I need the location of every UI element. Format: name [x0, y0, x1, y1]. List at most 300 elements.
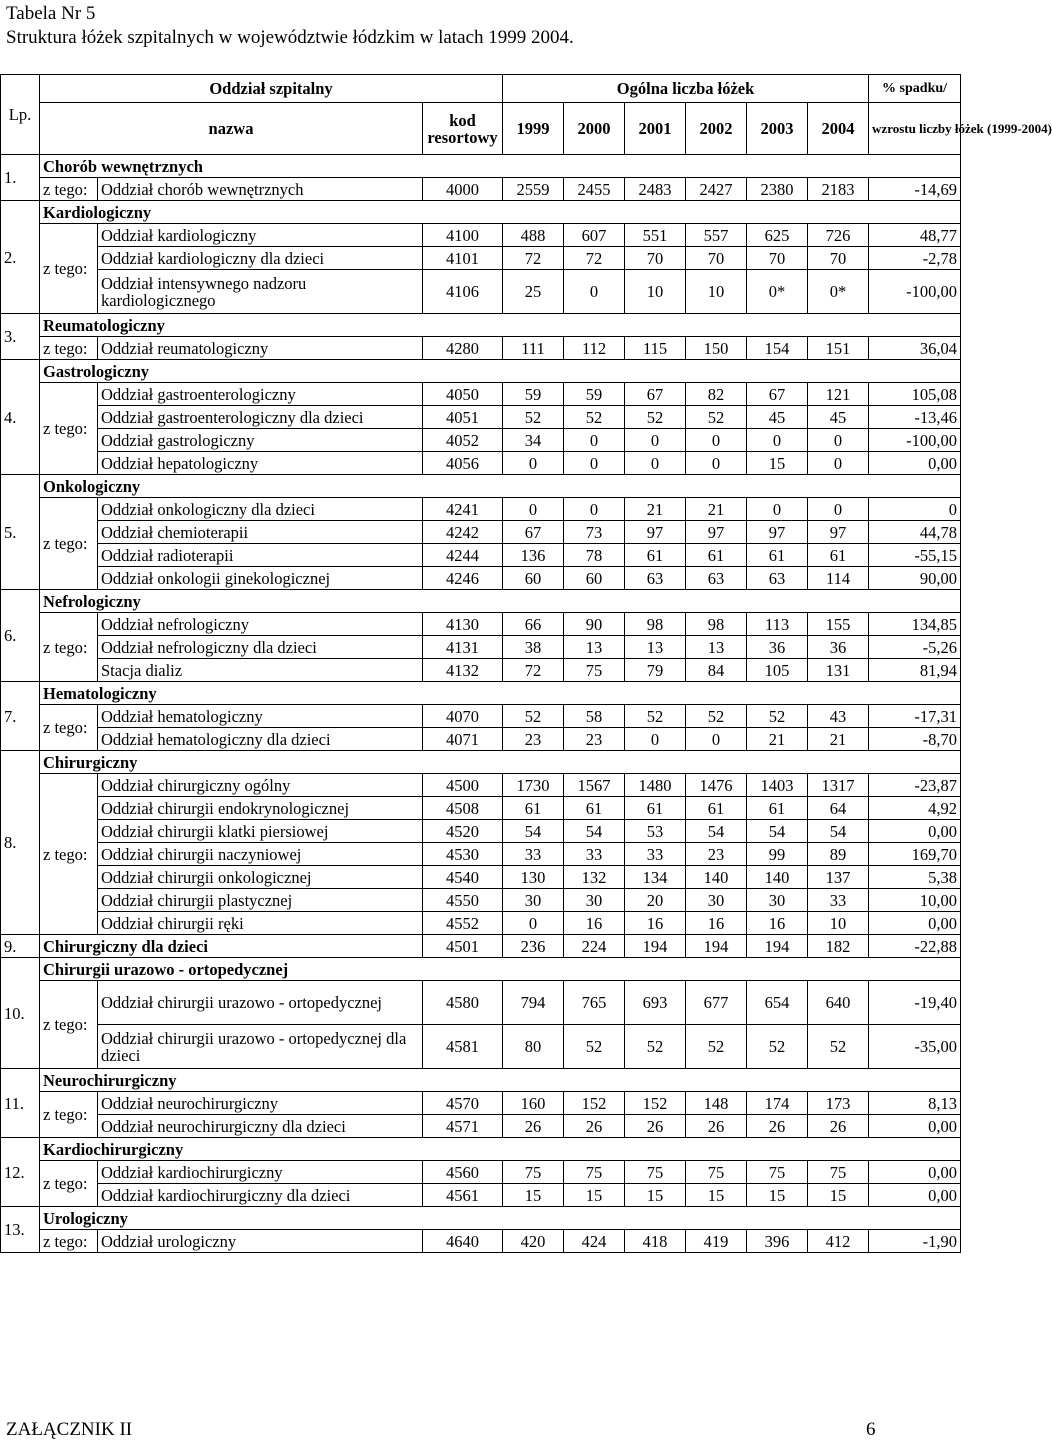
value-cell: 551 [625, 224, 686, 247]
row-lp: 7. [1, 682, 40, 751]
kod-cell: 4131 [423, 636, 503, 659]
pct-cell: 0,00 [869, 1161, 961, 1184]
value-cell: 419 [686, 1230, 747, 1253]
ward-name: Oddział chirurgii urazowo - ortopedycznej [98, 981, 423, 1025]
value-cell: 61 [625, 797, 686, 820]
value-cell: 0 [686, 429, 747, 452]
pct-cell: -22,88 [869, 935, 961, 958]
table-row [1, 1230, 961, 1253]
value-cell: 67 [625, 383, 686, 406]
pct-cell: -5,26 [869, 636, 961, 659]
ward-name: Oddział urologiczny [98, 1230, 423, 1253]
ward-name: Oddział chorób wewnętrznych [98, 178, 423, 201]
value-cell: 15 [503, 1184, 564, 1207]
value-cell: 26 [808, 1115, 869, 1138]
value-cell: 30 [686, 889, 747, 912]
value-cell: 0 [564, 452, 625, 475]
value-cell: 61 [747, 544, 808, 567]
kod-cell: 4550 [423, 889, 503, 912]
table-row [1, 797, 961, 820]
ward-name: Oddział chemioterapii [98, 521, 423, 544]
ward-name: Oddział hepatologiczny [98, 452, 423, 475]
kod-cell: 4100 [423, 224, 503, 247]
value-cell: 25 [503, 270, 564, 314]
value-cell: 15 [808, 1184, 869, 1207]
value-cell: 160 [503, 1092, 564, 1115]
section-row [1, 958, 961, 981]
pct-cell: -19,40 [869, 981, 961, 1025]
table-row [1, 1115, 961, 1138]
header-year-2002: 2002 [686, 103, 747, 155]
value-cell: 75 [564, 1161, 625, 1184]
table-row [1, 613, 961, 636]
kod-cell: 4540 [423, 866, 503, 889]
value-cell: 52 [625, 705, 686, 728]
kod-cell: 4051 [423, 406, 503, 429]
table-body [1, 75, 1052, 1253]
value-cell: 0 [808, 429, 869, 452]
value-cell: 130 [503, 866, 564, 889]
kod-cell: 4500 [423, 774, 503, 797]
header-spadek: % spadku/ [869, 75, 961, 103]
ward-name: Oddział intensywnego nadzoru kardiologicznego [98, 270, 423, 314]
value-cell: 557 [686, 224, 747, 247]
value-cell: 70 [686, 247, 747, 270]
table-row [1, 452, 961, 475]
value-cell: 182 [808, 935, 869, 958]
kod-cell: 4530 [423, 843, 503, 866]
value-cell: 67 [503, 521, 564, 544]
pct-cell: 0,00 [869, 1115, 961, 1138]
value-cell: 21 [686, 498, 747, 521]
kod-cell: 4052 [423, 429, 503, 452]
value-cell: 23 [564, 728, 625, 751]
value-cell: 114 [808, 567, 869, 590]
value-cell: 26 [564, 1115, 625, 1138]
ward-name: Oddział gastroenterologiczny dla dzieci [98, 406, 423, 429]
pct-cell: -55,15 [869, 544, 961, 567]
row-lp: 9. [1, 935, 40, 958]
value-cell: 70 [808, 247, 869, 270]
value-cell: 2183 [808, 178, 869, 201]
value-cell: 151 [808, 337, 869, 360]
value-cell: 654 [747, 981, 808, 1025]
kod-cell: 4561 [423, 1184, 503, 1207]
value-cell: 13 [564, 636, 625, 659]
value-cell: 148 [686, 1092, 747, 1115]
section-name: Kardiologiczny [40, 201, 961, 224]
ward-name: Oddział chirurgii urazowo - ortopedycznej dla dzieci [98, 1025, 423, 1069]
value-cell: 61 [747, 797, 808, 820]
kod-cell: 4640 [423, 1230, 503, 1253]
value-cell: 63 [747, 567, 808, 590]
value-cell: 1317 [808, 774, 869, 797]
value-cell: 72 [503, 247, 564, 270]
kod-cell: 4000 [423, 178, 503, 201]
value-cell: 677 [686, 981, 747, 1025]
pct-cell: 0,00 [869, 1184, 961, 1207]
row-lp: 10. [1, 958, 40, 1069]
table-row [1, 224, 961, 247]
value-cell: 132 [564, 866, 625, 889]
value-cell: 2427 [686, 178, 747, 201]
value-cell: 52 [625, 406, 686, 429]
section-name: Onkologiczny [40, 475, 961, 498]
kod-cell: 4050 [423, 383, 503, 406]
section-row [1, 1138, 961, 1161]
ward-name: Oddział hematologiczny [98, 705, 423, 728]
value-cell: 0 [503, 912, 564, 935]
value-cell: 0 [747, 498, 808, 521]
table-row [1, 935, 961, 958]
value-cell: 0 [564, 498, 625, 521]
z-tego-label: z tego: [40, 498, 98, 590]
value-cell: 13 [625, 636, 686, 659]
value-cell: 89 [808, 843, 869, 866]
pct-cell: 81,94 [869, 659, 961, 682]
table-row [1, 659, 961, 682]
table-row [1, 889, 961, 912]
beds-table [0, 74, 1052, 1253]
value-cell: 75 [564, 659, 625, 682]
value-cell: 84 [686, 659, 747, 682]
value-cell: 15 [686, 1184, 747, 1207]
value-cell: 52 [808, 1025, 869, 1069]
ward-name: Oddział neurochirurgiczny [98, 1092, 423, 1115]
value-cell: 75 [686, 1161, 747, 1184]
table-row [1, 178, 961, 201]
section-name: Nefrologiczny [40, 590, 961, 613]
value-cell: 0 [747, 429, 808, 452]
value-cell: 54 [747, 820, 808, 843]
section-name: Urologiczny [40, 1207, 961, 1230]
value-cell: 1476 [686, 774, 747, 797]
pct-cell: 10,00 [869, 889, 961, 912]
value-cell: 224 [564, 935, 625, 958]
value-cell: 0 [686, 452, 747, 475]
row-lp: 6. [1, 590, 40, 682]
value-cell: 140 [686, 866, 747, 889]
section-name: Hematologiczny [40, 682, 961, 705]
z-tego-label: z tego: [40, 981, 98, 1069]
value-cell: 21 [808, 728, 869, 751]
value-cell: 0* [747, 270, 808, 314]
row-lp: 1. [1, 155, 40, 201]
value-cell: 26 [625, 1115, 686, 1138]
value-cell: 52 [686, 1025, 747, 1069]
section-row [1, 314, 961, 337]
value-cell: 16 [625, 912, 686, 935]
value-cell: 625 [747, 224, 808, 247]
value-cell: 0 [808, 452, 869, 475]
header-nazwa: nazwa [40, 103, 423, 155]
value-cell: 131 [808, 659, 869, 682]
ward-name: Oddział radioterapii [98, 544, 423, 567]
table-row [1, 843, 961, 866]
value-cell: 15 [747, 452, 808, 475]
value-cell: 15 [625, 1184, 686, 1207]
value-cell: 54 [503, 820, 564, 843]
value-cell: 765 [564, 981, 625, 1025]
z-tego-label: z tego: [40, 224, 98, 314]
ward-name: Oddział kardiologiczny dla dzieci [98, 247, 423, 270]
value-cell: 73 [564, 521, 625, 544]
kod-cell: 4056 [423, 452, 503, 475]
section-name: Kardiochirurgiczny [40, 1138, 961, 1161]
kod-cell: 4071 [423, 728, 503, 751]
value-cell: 1567 [564, 774, 625, 797]
ward-name: Oddział gastroenterologiczny [98, 383, 423, 406]
kod-cell: 4132 [423, 659, 503, 682]
value-cell: 36 [747, 636, 808, 659]
row-lp: 3. [1, 314, 40, 360]
value-cell: 1480 [625, 774, 686, 797]
value-cell: 418 [625, 1230, 686, 1253]
value-cell: 30 [747, 889, 808, 912]
kod-cell: 4508 [423, 797, 503, 820]
ward-name: Oddział onkologiczny dla dzieci [98, 498, 423, 521]
ward-name: Oddział chirurgii plastycznej [98, 889, 423, 912]
value-cell: 90 [564, 613, 625, 636]
value-cell: 174 [747, 1092, 808, 1115]
value-cell: 30 [564, 889, 625, 912]
section-row [1, 590, 961, 613]
value-cell: 80 [503, 1025, 564, 1069]
value-cell: 412 [808, 1230, 869, 1253]
section-row [1, 201, 961, 224]
kod-cell: 4501 [423, 935, 503, 958]
table-row [1, 1184, 961, 1207]
table-row [1, 337, 961, 360]
section-name: Chirurgiczny dla dzieci [40, 935, 423, 958]
section-name: Reumatologiczny [40, 314, 961, 337]
value-cell: 693 [625, 981, 686, 1025]
value-cell: 36 [808, 636, 869, 659]
ward-name: Oddział onkologii ginekologicznej [98, 567, 423, 590]
header-year-2000: 2000 [564, 103, 625, 155]
pct-cell: -2,78 [869, 247, 961, 270]
pct-cell: 36,04 [869, 337, 961, 360]
value-cell: 396 [747, 1230, 808, 1253]
value-cell: 13 [686, 636, 747, 659]
kod-cell: 4101 [423, 247, 503, 270]
table-row [1, 728, 961, 751]
value-cell: 10 [686, 270, 747, 314]
ward-name: Oddział chirurgii endokrynologicznej [98, 797, 423, 820]
header-year-1999: 1999 [503, 103, 564, 155]
pct-cell: -23,87 [869, 774, 961, 797]
table-row [1, 521, 961, 544]
value-cell: 70 [625, 247, 686, 270]
z-tego-label: z tego: [40, 337, 98, 360]
value-cell: 54 [808, 820, 869, 843]
value-cell: 72 [564, 247, 625, 270]
value-cell: 15 [747, 1184, 808, 1207]
value-cell: 52 [625, 1025, 686, 1069]
pct-cell: 0,00 [869, 452, 961, 475]
value-cell: 194 [686, 935, 747, 958]
row-lp: 8. [1, 751, 40, 935]
value-cell: 66 [503, 613, 564, 636]
kod-cell: 4242 [423, 521, 503, 544]
value-cell: 16 [686, 912, 747, 935]
value-cell: 54 [686, 820, 747, 843]
pct-cell: 0,00 [869, 820, 961, 843]
value-cell: 23 [503, 728, 564, 751]
value-cell: 112 [564, 337, 625, 360]
value-cell: 70 [747, 247, 808, 270]
kod-cell: 4560 [423, 1161, 503, 1184]
value-cell: 60 [564, 567, 625, 590]
value-cell: 173 [808, 1092, 869, 1115]
value-cell: 424 [564, 1230, 625, 1253]
value-cell: 52 [564, 1025, 625, 1069]
ward-name: Oddział kardiologiczny [98, 224, 423, 247]
section-row [1, 751, 961, 774]
value-cell: 63 [625, 567, 686, 590]
value-cell: 33 [808, 889, 869, 912]
value-cell: 61 [564, 797, 625, 820]
value-cell: 0* [808, 270, 869, 314]
value-cell: 726 [808, 224, 869, 247]
section-row [1, 682, 961, 705]
value-cell: 0 [564, 270, 625, 314]
value-cell: 97 [625, 521, 686, 544]
value-cell: 61 [686, 797, 747, 820]
pct-cell: -13,46 [869, 406, 961, 429]
value-cell: 52 [686, 406, 747, 429]
value-cell: 45 [808, 406, 869, 429]
z-tego-label: z tego: [40, 613, 98, 682]
value-cell: 53 [625, 820, 686, 843]
table-row [1, 1161, 961, 1184]
table-row [1, 247, 961, 270]
value-cell: 52 [686, 705, 747, 728]
kod-cell: 4244 [423, 544, 503, 567]
header-wzrost: wzrostu liczby łóżek (1999-2004) [869, 103, 961, 155]
pct-cell: 4,92 [869, 797, 961, 820]
ward-name: Oddział neurochirurgiczny dla dzieci [98, 1115, 423, 1138]
pct-cell: 48,77 [869, 224, 961, 247]
value-cell: 75 [625, 1161, 686, 1184]
table-row [1, 406, 961, 429]
row-lp: 13. [1, 1207, 40, 1253]
value-cell: 152 [625, 1092, 686, 1115]
value-cell: 60 [503, 567, 564, 590]
pct-cell: 134,85 [869, 613, 961, 636]
value-cell: 154 [747, 337, 808, 360]
table-row [1, 1092, 961, 1115]
table-row [1, 567, 961, 590]
kod-cell: 4070 [423, 705, 503, 728]
value-cell: 2559 [503, 178, 564, 201]
value-cell: 26 [503, 1115, 564, 1138]
value-cell: 640 [808, 981, 869, 1025]
value-cell: 54 [564, 820, 625, 843]
ward-name: Stacja dializ [98, 659, 423, 682]
value-cell: 67 [747, 383, 808, 406]
value-cell: 0 [625, 452, 686, 475]
value-cell: 113 [747, 613, 808, 636]
kod-cell: 4280 [423, 337, 503, 360]
ward-name: Oddział chirurgii klatki piersiowej [98, 820, 423, 843]
pct-cell: -100,00 [869, 429, 961, 452]
pct-cell: -17,31 [869, 705, 961, 728]
value-cell: 155 [808, 613, 869, 636]
section-name: Chirurgii urazowo - ortopedycznej [40, 958, 961, 981]
z-tego-label: z tego: [40, 1092, 98, 1138]
row-lp: 5. [1, 475, 40, 590]
section-name: Neurochirurgiczny [40, 1069, 961, 1092]
value-cell: 75 [503, 1161, 564, 1184]
table-row [1, 774, 961, 797]
value-cell: 59 [503, 383, 564, 406]
table-row [1, 1025, 961, 1069]
value-cell: 794 [503, 981, 564, 1025]
pct-cell: -35,00 [869, 1025, 961, 1069]
value-cell: 38 [503, 636, 564, 659]
section-row [1, 1207, 961, 1230]
table-title: Tabela Nr 5 [6, 3, 96, 24]
z-tego-label: z tego: [40, 774, 98, 935]
value-cell: 98 [686, 613, 747, 636]
value-cell: 52 [503, 406, 564, 429]
kod-cell: 4581 [423, 1025, 503, 1069]
value-cell: 43 [808, 705, 869, 728]
pct-cell: 0,00 [869, 912, 961, 935]
row-lp: 4. [1, 360, 40, 475]
pct-cell: 44,78 [869, 521, 961, 544]
value-cell: 111 [503, 337, 564, 360]
value-cell: 16 [564, 912, 625, 935]
value-cell: 0 [808, 498, 869, 521]
pct-cell: -14,69 [869, 178, 961, 201]
section-name: Chorób wewnętrznych [40, 155, 961, 178]
z-tego-label: z tego: [40, 1230, 98, 1253]
value-cell: 34 [503, 429, 564, 452]
value-cell: 0 [625, 728, 686, 751]
z-tego-label: z tego: [40, 178, 98, 201]
value-cell: 0 [686, 728, 747, 751]
row-lp: 2. [1, 201, 40, 314]
ward-name: Oddział chirurgii ręki [98, 912, 423, 935]
value-cell: 79 [625, 659, 686, 682]
header-year-2004: 2004 [808, 103, 869, 155]
table-row [1, 544, 961, 567]
value-cell: 23 [686, 843, 747, 866]
table-row [1, 820, 961, 843]
header-year-2003: 2003 [747, 103, 808, 155]
value-cell: 152 [564, 1092, 625, 1115]
table-subtitle: Struktura łóżek szpitalnych w województwie łódzkim w latach 1999 2004. [6, 27, 574, 48]
ward-name: Oddział reumatologiczny [98, 337, 423, 360]
value-cell: 134 [625, 866, 686, 889]
ward-name: Oddział gastrologiczny [98, 429, 423, 452]
value-cell: 52 [503, 705, 564, 728]
ward-name: Oddział chirurgii naczyniowej [98, 843, 423, 866]
kod-cell: 4246 [423, 567, 503, 590]
pct-cell: 90,00 [869, 567, 961, 590]
value-cell: 33 [625, 843, 686, 866]
section-name: Gastrologiczny [40, 360, 961, 383]
ward-name: Oddział chirurgii onkologicznej [98, 866, 423, 889]
table-row [1, 498, 961, 521]
kod-cell: 4570 [423, 1092, 503, 1115]
ward-name: Oddział kardiochirurgiczny dla dzieci [98, 1184, 423, 1207]
table-row [1, 429, 961, 452]
section-row [1, 360, 961, 383]
section-name: Chirurgiczny [40, 751, 961, 774]
